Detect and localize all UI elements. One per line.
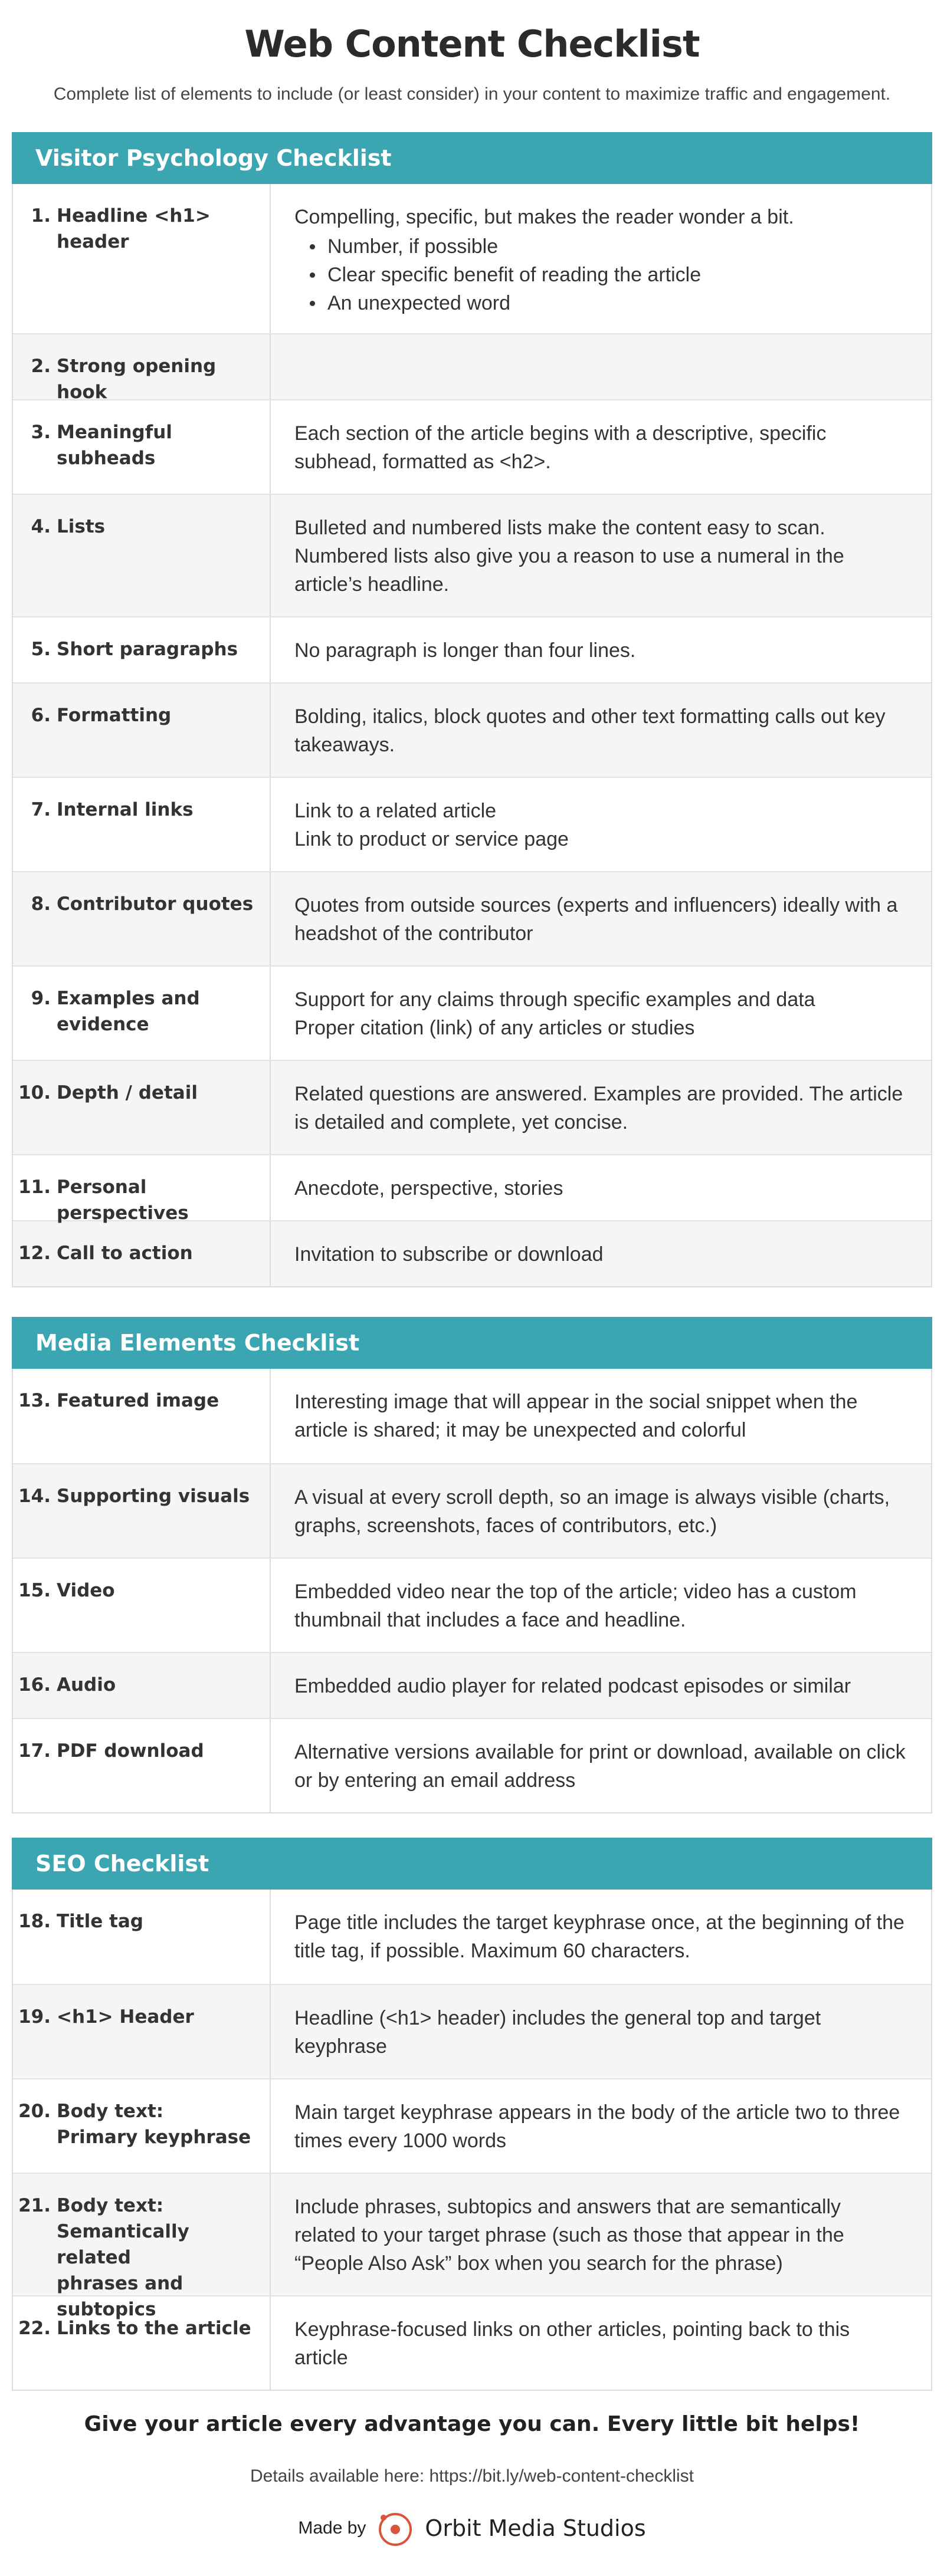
item-number: 5. [31,639,51,660]
description-line: Quotes from outside sources (experts and influencers) ideally with a headshot of the contributor [294,894,898,945]
item-description [271,400,931,494]
checklist-row [13,616,931,682]
item-number: 9. [31,988,51,1009]
checklist-item-label-cell [13,1061,271,1154]
item-name: PDF download [57,1740,204,1762]
checklist-item-label-cell [13,2079,271,2173]
item-number: 21. [18,2195,51,2216]
made-by-label: Made by [298,2518,366,2538]
item-name: Call to action [57,1243,193,1264]
checklist-row [13,2078,931,2173]
bullet-item: An unexpected word [294,289,907,317]
description-line: Each section of the article begins with a descriptive, specific subhead, formatted as <h2>. [294,422,827,473]
description-line: Bolding, italics, block quotes and other text formatting calls out key takeaways. [294,705,886,756]
checklist-row [13,1984,931,2078]
item-name: Audio [57,1674,116,1696]
checklist-item-label-cell [13,2296,271,2390]
checklist-row [13,1558,931,1652]
description-line: Interesting image that will appear in the social snippet when the article is shared; it may be unexpected and colorful [294,1391,858,1441]
item-description [271,1464,931,1558]
item-name: Title tag [57,1911,143,1932]
item-description [271,778,931,871]
description-line: Headline (<h1> header) includes the general top and target keyphrase [294,2007,821,2058]
checklist-item-label-cell [13,684,271,777]
item-number: 12. [18,1243,51,1264]
footer-credit [0,2509,944,2547]
item-description [271,2174,931,2295]
checklist-row [13,494,931,616]
section-heading: Visitor Psychology Checklist [12,132,932,184]
description-line: Embedded audio player for related podcast episodes or similar [294,1675,851,1697]
item-number: 2. [31,356,51,377]
item-name: Depth / detail [57,1082,198,1103]
checklist-item-label-cell [13,184,271,333]
item-number: 16. [18,1674,51,1696]
checklist-row [13,333,931,403]
checklist-row [13,1369,931,1463]
item-number: 20. [18,2101,51,2122]
checklist-row [13,1220,931,1286]
item-number: 22. [18,2318,51,2339]
item-number: 11. [18,1177,51,1198]
checklist-row [13,1652,931,1718]
item-name: <h1> Header [57,2006,194,2028]
checklist-row [13,682,931,777]
item-name: Headline <h1> header [57,205,211,252]
item-number: 7. [31,799,51,820]
item-number: 13. [18,1390,51,1411]
checklist-item-label-cell [13,1369,271,1463]
item-description [271,495,931,616]
item-description [271,872,931,965]
checklist-item-label-cell [13,1221,271,1286]
checklist-section-visitor-psychology [12,132,932,1287]
item-number: 3. [31,422,51,443]
checklist-row [13,965,931,1060]
checklist-row [13,1154,931,1224]
item-description [271,1061,931,1154]
item-name: Lists [57,516,106,537]
item-number: 17. [18,1740,51,1762]
item-number: 4. [31,516,51,537]
checklist-item-label-cell [13,967,271,1060]
checklist-item-label-cell [13,1559,271,1652]
checklist-item-label-cell [13,778,271,871]
checklist-row [13,184,931,333]
checklist-item-label-cell [13,1464,271,1558]
item-number: 8. [31,893,51,915]
item-number: 18. [18,1911,51,1932]
checklist-item-label-cell [13,334,271,403]
item-description [271,1221,931,1286]
checklist-item-label-cell [13,495,271,616]
item-description [271,1653,931,1718]
item-description [271,334,931,399]
item-description [271,1559,931,1652]
item-name: Meaningful subheads [57,422,172,469]
item-name: Internal links [57,799,194,820]
checklist-row [13,777,931,871]
orbit-logo-icon [376,2509,414,2547]
item-description [271,2079,931,2173]
description-line: Alternative versions available for print or download, available on click or by entering an email address [294,1741,906,1792]
item-name: Formatting [57,705,172,726]
checklist-item-label-cell [13,1653,271,1718]
item-name: Strong opening hook [57,356,217,403]
description-line: Compelling, specific, but makes the reader wonder a bit. [294,206,794,228]
bullet-item: Clear specific benefit of reading the article [294,261,907,289]
description-line: Include phrases, subtopics and answers that are semantically related to your target phrase (such as those that appear in the “People Also Ask” box when you search for the phrase) [294,2196,844,2275]
section-rows [13,1369,931,1812]
description-line: Support for any claims through specific examples and data [294,988,815,1011]
checklist-item-label-cell [13,2174,271,2320]
checklist-item-label-cell [13,1719,271,1812]
item-number: 15. [18,1580,51,1601]
section-rows [13,184,931,1286]
description-line: Anecdote, perspective, stories [294,1177,563,1200]
bullet-item: Number, if possible [294,232,907,261]
item-description [271,1985,931,2078]
description-line: Invitation to subscribe or download [294,1243,604,1266]
item-description [271,184,931,333]
footer-details-link: Details available here: https://bit.ly/web-content-checklist [250,2466,694,2486]
checklist-item-label-cell [13,1890,271,1984]
item-name: Personal perspectives [57,1177,189,1224]
item-name: Examples and evidence [57,988,200,1035]
item-description [271,1369,931,1463]
item-name: Contributor quotes [57,893,254,915]
checklist-row [13,1463,931,1558]
checklist-row [13,871,931,965]
item-description [271,617,931,682]
section-heading: Media Elements Checklist [12,1317,932,1369]
checklist-section-media-elements [12,1317,932,1813]
description-line: Bulleted and numbered lists make the content easy to scan. Numbered lists also give you a reason to use a numeral in the article’s headline. [294,517,844,596]
description-line: Embedded video near the top of the article; video has a custom thumbnail that includes a face and headline. [294,1581,857,1631]
checklist-item-label-cell [13,1155,271,1224]
footer-tagline: Give your article every advantage you can. Every little bit helps! [84,2412,860,2436]
checklist-item-label-cell [13,1985,271,2078]
item-number: 10. [18,1082,51,1103]
item-name: Body text: Primary keyphrase [57,2101,251,2148]
item-number: 14. [18,1486,51,1507]
item-description [271,1719,931,1812]
item-description [271,2296,931,2390]
item-description [271,684,931,777]
page-subtitle: Complete list of elements to include (or least consider) in your content to maximize traffic and engagement. [53,84,891,104]
checklist-section-seo [12,1838,932,2391]
checklist-row [13,1890,931,1984]
checklist-row [13,2295,931,2390]
item-number: 6. [31,705,51,726]
item-name: Short paragraphs [57,639,238,660]
checklist-item-label-cell [13,400,271,494]
item-name: Supporting visuals [57,1486,250,1507]
section-rows [13,1890,931,2390]
item-number: 19. [18,2006,51,2028]
item-number: 1. [31,205,51,226]
section-heading: SEO Checklist [12,1838,932,1890]
item-description [271,967,931,1060]
description-line: Main target keyphrase appears in the body of the article two to three times every 1000 words [294,2101,900,2152]
checklist-row [13,2173,931,2320]
description-line: No paragraph is longer than four lines. [294,639,636,662]
checklist-row [13,1718,931,1812]
description-line: Link to product or service page [294,828,569,850]
item-name: Body text: Semantically related phrases and subtopics [57,2195,189,2320]
item-description [271,1890,931,1984]
checklist-item-label-cell [13,617,271,682]
checklist-row [13,399,931,494]
description-line: Page title includes the target keyphrase once, at the beginning of the title tag, if possible. Maximum 60 characters. [294,1911,904,1962]
description-line: Related questions are answered. Examples are provided. The article is detailed and complete, yet concise. [294,1083,903,1133]
description-line: Keyphrase-focused links on other articles, pointing back to this article [294,2318,850,2369]
description-line: A visual at every scroll depth, so an image is always visible (charts, graphs, screenshots, faces of contributors, etc.) [294,1486,890,1537]
description-line: Link to a related article [294,800,497,822]
bullet-list [294,232,907,317]
checklist-row [13,1060,931,1154]
item-name: Featured image [57,1390,219,1411]
description-line: Proper citation (link) of any articles or studies [294,1017,695,1039]
checklist-item-label-cell [13,872,271,965]
item-name: Video [57,1580,115,1601]
page-title: Web Content Checklist [244,22,700,65]
item-description [271,1155,931,1220]
item-name: Links to the article [57,2318,251,2339]
brand-name: Orbit Media Studios [425,2515,646,2541]
